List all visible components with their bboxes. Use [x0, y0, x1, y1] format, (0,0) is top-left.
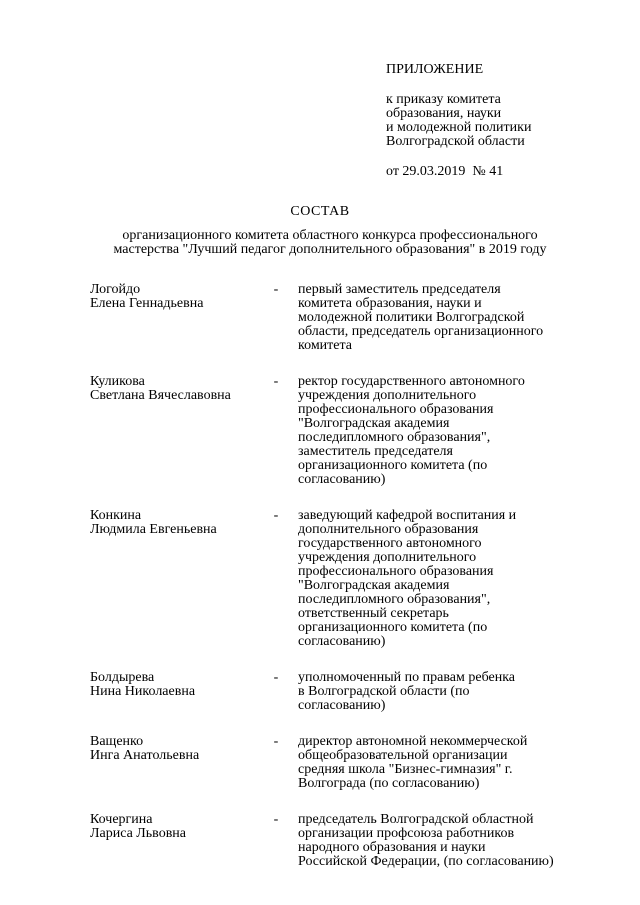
member-role-line: дополнительного образования: [298, 523, 479, 537]
member-entry: [90, 735, 574, 791]
member-role-line: ответственный секретарь: [298, 607, 449, 621]
appendix-line: к приказу комитета: [386, 92, 501, 107]
appendix-line: и молодежной политики: [386, 120, 532, 135]
member-dash: -: [273, 282, 279, 297]
member-name: [90, 671, 265, 699]
member-surname: Конкина: [90, 508, 142, 523]
member-name: [90, 735, 265, 763]
member-role-line: заведующий кафедрой воспитания и: [298, 509, 517, 523]
member-dash: -: [273, 734, 279, 749]
member-role-line: государственного автономного: [298, 537, 482, 551]
member-given: Елена Геннадьевна: [90, 296, 204, 311]
member-role: [298, 735, 574, 791]
member-dash: -: [273, 670, 279, 685]
member-role-line: заместитель председателя: [298, 445, 453, 459]
members-list: [90, 283, 574, 869]
member-role: [298, 671, 574, 713]
appendix-line: Волгоградской области: [386, 134, 525, 149]
member-role-line: ректор государственного автономного: [298, 375, 525, 389]
document-title: СОСТАВ: [290, 204, 350, 219]
member-role-line: директор автономной некоммерческой: [298, 735, 528, 749]
member-role-line: "Волгоградская академия: [298, 579, 450, 593]
member-role-line: учреждения дополнительного: [298, 551, 477, 565]
member-role-line: Волгограда (по согласованию): [298, 777, 480, 791]
appendix-block: [386, 63, 626, 179]
member-role-line: организационного комитета (по: [298, 621, 488, 635]
appendix-line: образования, науки: [386, 106, 502, 121]
member-surname: Болдырева: [90, 670, 155, 685]
member-role: [298, 509, 574, 649]
member-given: Людмила Евгеньевна: [90, 522, 217, 537]
member-role-line: учреждения дополнительного: [298, 389, 477, 403]
appendix-title: ПРИЛОЖЕНИЕ: [386, 62, 484, 77]
member-role-line: общеобразовательной организации: [298, 749, 508, 763]
member-role: [298, 375, 574, 487]
member-entry: [90, 671, 574, 713]
member-dash: -: [273, 508, 279, 523]
member-role-line: уполномоченный по правам ребенка: [298, 671, 516, 685]
member-role-line: первый заместитель председателя: [298, 283, 501, 297]
member-role-line: комитета: [298, 339, 353, 353]
member-name: [90, 509, 265, 537]
member-role-line: последипломного образования",: [298, 431, 491, 445]
member-role-line: председатель Волгоградской областной: [298, 813, 534, 827]
member-role-line: Российской Федерации, (по согласованию): [298, 855, 554, 869]
member-role-line: профессионального образования: [298, 403, 494, 417]
subtitle-line: организационного комитета областного конкурса профессионального: [122, 228, 538, 243]
member-role: [298, 813, 574, 869]
member-dash: -: [273, 812, 279, 827]
member-given: Инга Анатольевна: [90, 748, 200, 763]
member-entry: [90, 509, 574, 649]
member-role-line: согласованию): [298, 635, 386, 649]
member-role-line: "Волгоградская академия: [298, 417, 450, 431]
member-role-line: в Волгоградской области (по: [298, 685, 470, 699]
member-given: Светлана Вячеславовна: [90, 388, 231, 403]
member-name: [90, 283, 265, 311]
member-role-line: средняя школа "Бизнес-гимназия" г.: [298, 763, 513, 777]
member-role-line: молодежной политики Волгоградской: [298, 311, 525, 325]
member-name: [90, 375, 265, 403]
member-surname: Логойдо: [90, 282, 141, 297]
member-entry: [90, 813, 574, 869]
member-surname: Кочергина: [90, 812, 153, 827]
member-role: [298, 283, 574, 353]
member-role-line: народного образования и науки: [298, 841, 486, 855]
subtitle-line: мастерства "Лучший педагог дополнительного образования" в 2019 году: [113, 242, 547, 257]
member-dash: -: [273, 374, 279, 389]
member-role-line: комитета образования, науки и: [298, 297, 482, 311]
member-entry: [90, 283, 574, 353]
member-entry: [90, 375, 574, 487]
document-subtitle: [90, 229, 570, 257]
member-surname: Куликова: [90, 374, 145, 389]
member-role-line: организации профсоюза работников: [298, 827, 515, 841]
member-role-line: согласованию): [298, 473, 386, 487]
member-given: Лариса Львовна: [90, 826, 187, 841]
member-role-line: области, председатель организационного: [298, 325, 544, 339]
order-reference: от 29.03.2019 № 41: [386, 164, 504, 179]
member-role-line: последипломного образования",: [298, 593, 491, 607]
member-given: Нина Николаевна: [90, 684, 196, 699]
member-role-line: организационного комитета (по: [298, 459, 488, 473]
member-role-line: согласованию): [298, 699, 386, 713]
member-surname: Ващенко: [90, 734, 144, 749]
member-role-line: профессионального образования: [298, 565, 494, 579]
member-name: [90, 813, 265, 841]
